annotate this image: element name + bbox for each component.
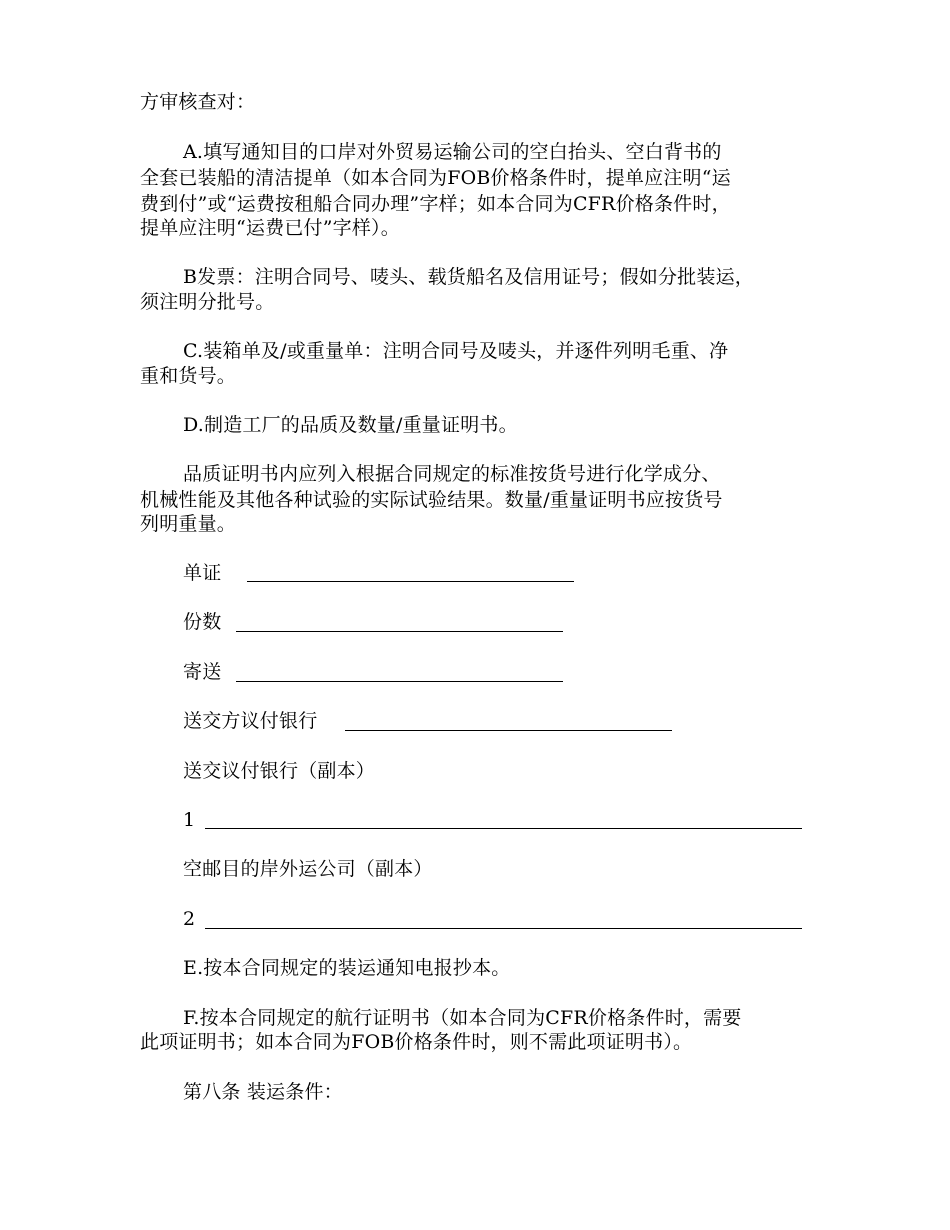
quality-line-3: 列明重量。 (140, 513, 237, 535)
row-number-2: 2 (183, 908, 196, 930)
item-b-line-1: B发票：注明合同号、唛头、载货船名及信用证号；假如分批装运， (183, 266, 754, 288)
item-a-line-3: 费到付”或“运费按租船合同办理”字样；如本合同为CFR价格条件时， (140, 193, 731, 215)
quality-line-2: 机械性能及其他各种试验的实际试验结果。数量/重量证明书应按货号 (140, 489, 723, 511)
blank-line-2[interactable] (205, 928, 802, 929)
item-f-line-2: 此项证明书；如本合同为FOB价格条件时，则不需此项证明书）。 (140, 1031, 693, 1053)
blank-line-jisong[interactable] (236, 681, 563, 682)
blank-line-danzheng[interactable] (247, 581, 574, 582)
kongyou-line: 空邮目的岸外运公司（副本） (183, 858, 433, 880)
blank-line-fenshu[interactable] (236, 631, 563, 632)
text-line: 方审核查对： (140, 91, 256, 113)
field-label-danzheng: 单证 (183, 562, 222, 584)
item-a-line-1: A.填写通知目的口岸对外贸易运输公司的空白抬头、空白背书的 (183, 141, 722, 163)
blank-line-songjiao[interactable] (345, 730, 672, 731)
item-f-line-1: F.按本合同规定的航行证明书（如本合同为CFR价格条件时，需要 (183, 1007, 742, 1029)
quality-line-1: 品质证明书内应列入根据合同规定的标准按货号进行化学成分、 (183, 463, 721, 485)
item-d-line: D.制造工厂的品质及数量/重量证明书。 (183, 414, 518, 436)
item-a-line-4: 提单应注明“运费已付”字样）。 (140, 217, 400, 239)
item-c-line-2: 重和货号。 (140, 365, 237, 387)
item-e-line: E.按本合同规定的装运通知电报抄本。 (183, 957, 511, 979)
item-b-line-2: 须注明分批号。 (140, 291, 275, 313)
row-number-1: 1 (183, 809, 196, 831)
item-a-line-2: 全套已装船的清洁提单（如本合同为FOB价格条件时，提单应注明“运 (140, 167, 731, 189)
article-8-heading: 第八条 装运条件： (183, 1081, 343, 1103)
item-c-line-1: C.装箱单及/或重量单：注明合同号及唛头，并逐件列明毛重、净 (183, 340, 729, 362)
field-label-songjiao: 送交方议付银行 (183, 710, 318, 732)
blank-line-1[interactable] (205, 828, 802, 829)
field-label-fenshu: 份数 (183, 611, 222, 633)
songjiao-copy-line: 送交议付银行（副本） (183, 760, 376, 782)
field-label-jisong: 寄送 (183, 661, 222, 683)
